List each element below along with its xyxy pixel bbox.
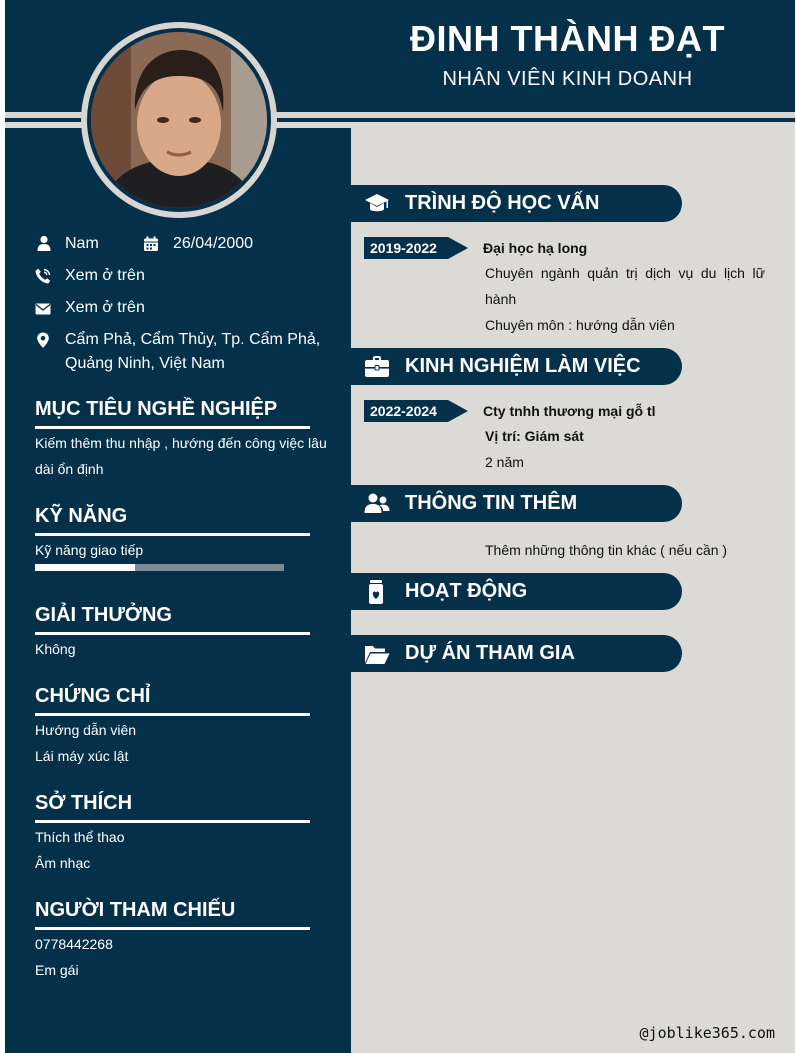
sidebar: [5, 128, 351, 1053]
map-pin-icon: [35, 332, 51, 348]
activities-heading: HOẠT ĐỘNG: [405, 580, 528, 602]
experience-period: 2022-2024: [370, 403, 437, 419]
phone-value: Xem ở trên: [65, 267, 145, 284]
candidate-name: ĐINH THÀNH ĐẠT: [410, 18, 725, 59]
phone-icon: [35, 268, 51, 284]
reference-item: 0778442268: [35, 936, 113, 952]
hobby-item: Âm nhạc: [35, 855, 91, 871]
resume-page: [5, 0, 795, 1053]
experience-position: Vị trí: Giám sát: [485, 428, 584, 444]
projects-heading: DỰ ÁN THAM GIA: [405, 642, 575, 664]
site-watermark: @joblike365.com: [639, 1024, 775, 1042]
avatar-photo: [91, 32, 267, 208]
certificates-rule: [35, 713, 310, 716]
skills-rule: [35, 533, 310, 536]
education-period-tag: [364, 237, 468, 259]
references-heading: NGƯỜI THAM CHIẾU: [35, 899, 236, 921]
mail-icon: [35, 301, 51, 317]
candidate-job-title: NHÂN VIÊN KINH DOANH: [442, 68, 693, 90]
email-value: Xem ở trên: [65, 299, 145, 316]
awards-rule: [35, 632, 310, 635]
education-heading: TRÌNH ĐỘ HỌC VẤN: [405, 192, 600, 214]
calendar-icon: [143, 236, 159, 252]
additional-heading: THÔNG TIN THÊM: [405, 492, 578, 514]
award-item: Không: [35, 641, 76, 657]
skills-heading: KỸ NĂNG: [35, 505, 128, 527]
users-icon: [364, 491, 390, 517]
experience-period-tag: [364, 400, 468, 422]
objective-rule: [35, 426, 310, 429]
education-section-bar: [351, 185, 682, 222]
user-icon: [36, 235, 52, 251]
certificates-heading: CHỨNG CHỈ: [35, 685, 151, 707]
address-line-1: Cẩm Phả, Cẩm Thủy, Tp. Cẩm Phả,: [65, 331, 321, 348]
objective-line-2: dài ổn định: [35, 461, 104, 477]
experience-company: Cty tnhh thương mại gỗ tl: [483, 403, 656, 419]
hobbies-heading: SỞ THÍCH: [35, 792, 133, 814]
avatar: [91, 32, 267, 208]
objective-line-1: Kiếm thêm thu nhập , hướng đến công việc lâu: [35, 435, 327, 451]
objective-heading: MỤC TIÊU NGHỀ NGHIỆP: [35, 398, 278, 420]
gender-value: Nam: [65, 235, 99, 252]
additional-text: Thêm những thông tin khác ( nếu cần ): [485, 542, 728, 558]
skill-name: Kỹ năng giao tiếp: [35, 542, 144, 558]
certificate-item: Hướng dẫn viên: [35, 722, 137, 738]
certificate-item: Lái máy xúc lật: [35, 748, 129, 764]
experience-heading: KINH NGHIỆM LÀM VIỆC: [405, 355, 641, 377]
briefcase-icon: [364, 354, 390, 380]
education-period: 2019-2022: [370, 240, 437, 256]
additional-section-bar: [351, 485, 682, 522]
folder-open-icon: [364, 641, 390, 667]
education-specialty: Chuyên môn : hướng dẫn viên: [485, 317, 675, 333]
badge-icon: [364, 579, 390, 605]
projects-section-bar: [351, 635, 682, 672]
hobbies-rule: [35, 820, 310, 823]
address-line-2: Quảng Ninh, Việt Nam: [65, 355, 225, 372]
graduation-cap-icon: [364, 191, 390, 217]
activities-section-bar: [351, 573, 682, 610]
awards-heading: GIẢI THƯỞNG: [35, 604, 172, 626]
skill-level-fill: [35, 564, 135, 571]
experience-duration: 2 năm: [485, 454, 524, 470]
reference-item: Em gái: [35, 962, 79, 978]
hobby-item: Thích thể thao: [35, 829, 125, 845]
experience-section-bar: [351, 348, 682, 385]
education-school: Đại học hạ long: [483, 240, 588, 256]
education-major: Chuyên ngành quản trị dịch vụ du lịch lữ hành: [485, 265, 765, 307]
birthdate-value: 26/04/2000: [173, 235, 254, 252]
references-rule: [35, 927, 310, 930]
